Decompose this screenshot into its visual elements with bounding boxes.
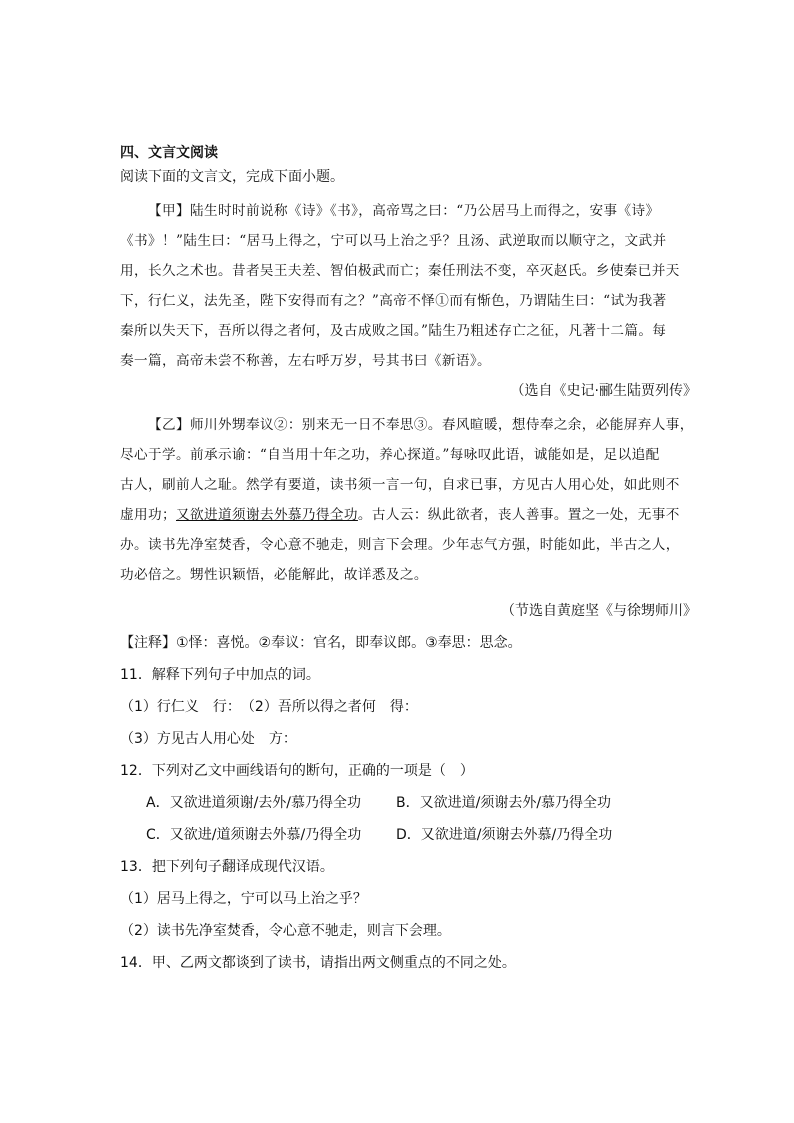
passage-source: （选自《史记·郦生陆贾列传》 <box>510 383 697 399</box>
section-title: 四、文言文阅读 <box>120 145 218 161</box>
option-b: B．又欲进道/须谢去外/慕乃得全功 <box>396 795 612 811</box>
passage-line: 尽心于学。前承示谕：“自当用十年之功，养心探道。”每咏叹此语，诚能如是，足以追配 <box>120 447 660 463</box>
question-item: （1）行仁义 行： （2）吾所以得之者何 得： <box>120 699 418 715</box>
question-stem: 12．下列对乙文中画线语句的断句，正确的一项是（ ） <box>120 763 474 779</box>
question-stem: 13．把下列句子翻译成现代汉语。 <box>120 859 334 875</box>
passage-line: 奏一篇，高帝未尝不称善，左右呼万岁，号其书曰《新语》。 <box>120 353 492 369</box>
passage-line: 【乙】师川外甥奉议②：别来无一日不奉思③。春风暄暖，想侍奉之余，必能屏弃人事， <box>148 417 694 433</box>
passage-line: 下，行仁义，法先圣，陛下安得而有之？”高帝不怿①而有惭色，乃谓陆生曰：“试为我著 <box>120 293 667 309</box>
question-stem: 14．甲、乙两文都谈到了读书，请指出两文侧重点的不同之处。 <box>120 955 516 971</box>
option-d: D．又欲进道/须谢去外慕/乃得全功 <box>396 827 613 843</box>
option-c: C．又欲进/道须谢去外慕/乃得全功 <box>146 827 362 843</box>
passage-line: 秦所以失天下，吾所以得之者何，及古成败之国。”陆生乃粗述存亡之征，凡著十二篇。每 <box>120 323 667 339</box>
question-stem: 11．解释下列句子中加点的词。 <box>120 667 320 683</box>
question-item: （3）方见古人用心处 方： <box>120 731 297 747</box>
passage-line: 古人，刷前人之耻。然学有要道，读书须一言一句，自求已事，方见古人用心处，如此则不 <box>120 477 680 493</box>
question-item: （2）读书先净室焚香，令心意不驰走，则言下会理。 <box>120 923 451 939</box>
option-a: A．又欲进道须谢/去外/慕乃得全功 <box>146 795 362 811</box>
passage-line: 【甲】陆生时时前说称《诗》《书》，高帝骂之曰：“乃公居马上而得之，安事《诗》 <box>148 203 660 219</box>
passage-line: 用，长久之术也。昔者吴王夫差、智伯极武而亡；秦任刑法不变，卒灭赵氏。乡使秦已并天 <box>120 263 680 279</box>
passage-text: 虚用功； <box>120 507 176 523</box>
instruction-text: 阅读下面的文言文，完成下面小题。 <box>120 169 344 185</box>
passage-line <box>120 506 680 524</box>
passage-line: 办。读书先净室焚香，令心意不驰走，则言下会理。少年志气方强，时能如此，半古之人， <box>120 537 680 553</box>
passage-source: （节选自黄庭坚《与徐甥师川》 <box>501 603 697 619</box>
passage-text: 。古人云：纵此欲者，丧人善事。置之一处，无事不 <box>357 507 680 523</box>
passage-line: 功必倍之。甥性识颖悟，必能解此，故详悉及之。 <box>120 567 428 583</box>
underlined-sentence: 又欲进道须谢去外慕乃得全功 <box>175 507 358 523</box>
passage-line: 《书》！”陆生曰：“居马上得之，宁可以马上治之乎？且汤、武逆取而以顺守之，文武并 <box>120 233 667 249</box>
notes: 【注释】①怿：喜悦。②奉议：官名，即奉议郎。③奉思：思念。 <box>120 635 522 651</box>
question-item: （1）居马上得之，宁可以马上治之乎？ <box>120 891 367 907</box>
